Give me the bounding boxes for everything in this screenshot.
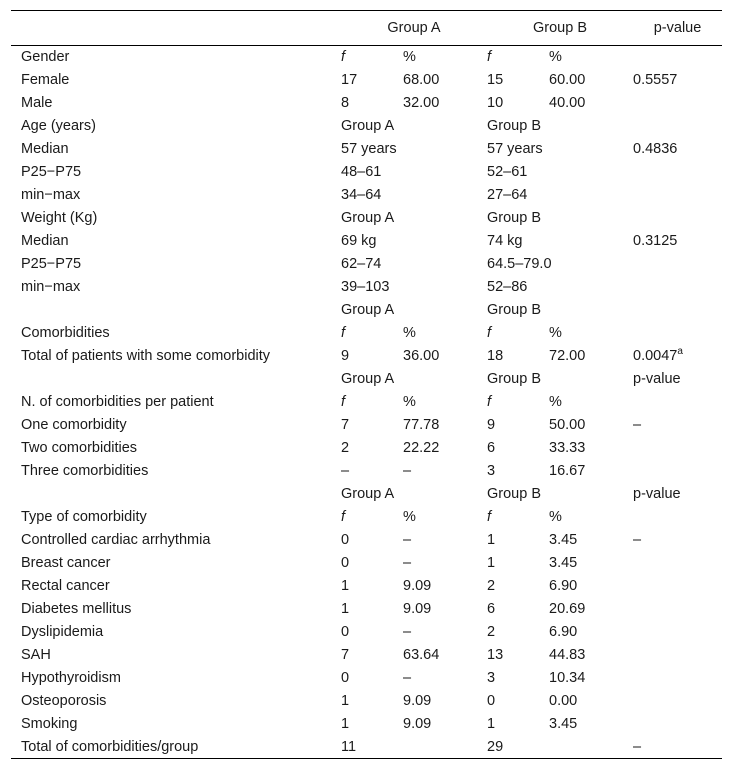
table-cell: – xyxy=(403,555,412,571)
table-cell: 52–61 xyxy=(487,164,528,180)
table-cell: Age (years) xyxy=(21,118,96,134)
table-cell xyxy=(549,253,633,276)
table-cell: 34–64 xyxy=(341,187,382,203)
table-cell: – xyxy=(341,463,350,479)
table-row xyxy=(11,253,722,276)
table-row xyxy=(11,713,722,736)
table-cell: Group B xyxy=(487,210,542,226)
table-cell: % xyxy=(403,509,416,525)
table-cell xyxy=(633,299,722,322)
table-row xyxy=(11,667,722,690)
table-cell: 1 xyxy=(487,555,496,571)
table-cell: 77.78 xyxy=(403,417,440,433)
table-cell: 68.00 xyxy=(403,72,440,88)
table-row xyxy=(11,230,722,253)
table-cell xyxy=(633,184,722,207)
table-cell: 9.09 xyxy=(403,693,432,709)
table-row xyxy=(11,575,722,598)
table-cell: 1 xyxy=(341,716,350,732)
table-row xyxy=(11,460,722,483)
table-cell: 2 xyxy=(487,624,496,640)
table-cell xyxy=(633,46,722,69)
table-cell: 1 xyxy=(341,693,350,709)
table-cell: 27–64 xyxy=(487,187,528,203)
table-cell xyxy=(11,299,341,322)
table-cell: 20.69 xyxy=(549,601,586,617)
table-cell xyxy=(549,207,633,230)
table-cell: % xyxy=(549,325,562,341)
table-cell: 3.45 xyxy=(549,716,578,732)
table-cell: P25−P75 xyxy=(21,164,82,180)
table-row xyxy=(11,276,722,299)
table-row xyxy=(11,138,722,161)
table-cell: Hypothyroidism xyxy=(21,670,121,686)
table-cell xyxy=(633,460,722,483)
table-cell: f xyxy=(341,394,346,410)
table-cell: 74 kg xyxy=(487,233,523,249)
table-row xyxy=(11,506,722,529)
table-cell: % xyxy=(549,49,562,66)
table-cell xyxy=(403,138,487,161)
table-cell: 0.0047$^a$ xyxy=(633,346,683,364)
table-cell xyxy=(549,115,633,138)
table-row xyxy=(11,552,722,575)
table-cell: 48–61 xyxy=(341,164,382,180)
data-table xyxy=(11,10,722,759)
table-cell: % xyxy=(549,394,562,410)
table-cell xyxy=(549,276,633,299)
table-cell: 2 xyxy=(487,578,496,594)
table-cell: 0 xyxy=(341,670,350,686)
table-cell: Female xyxy=(21,72,70,88)
table-cell: 0.4836 xyxy=(633,141,678,157)
table-cell xyxy=(403,115,487,138)
table-cell: Group B xyxy=(487,302,542,318)
table-cell: Diabetes mellitus xyxy=(21,601,132,617)
table-row xyxy=(11,690,722,713)
table-cell xyxy=(633,207,722,230)
table-row xyxy=(11,92,722,115)
table-cell xyxy=(633,690,722,713)
table-cell: Total of comorbidities/group xyxy=(21,738,199,755)
table-cell: 39–103 xyxy=(341,279,390,295)
table-cell: Median xyxy=(21,233,69,249)
table-cell xyxy=(633,621,722,644)
table-cell: p-value xyxy=(633,486,681,502)
table-header xyxy=(11,11,722,46)
header-group-b: Group B xyxy=(533,20,588,36)
table-cell xyxy=(403,207,487,230)
table-cell: 62–74 xyxy=(341,256,382,272)
table-cell: Osteoporosis xyxy=(21,693,107,709)
table-cell: 9.09 xyxy=(403,716,432,732)
table-cell: 13 xyxy=(487,647,504,663)
table-cell: 3.45 xyxy=(549,555,578,571)
table-cell xyxy=(11,368,341,391)
table-body xyxy=(11,46,722,759)
table-cell: 9.09 xyxy=(403,601,432,617)
table-cell: 0.3125 xyxy=(633,233,678,249)
table-cell: 3.45 xyxy=(549,532,578,548)
table-cell: Rectal cancer xyxy=(21,578,110,594)
table-row xyxy=(11,529,722,552)
table-cell: 22.22 xyxy=(403,440,440,456)
table-cell: 11 xyxy=(341,738,357,755)
table-row xyxy=(11,299,722,322)
table-cell xyxy=(403,276,487,299)
table-cell: 9 xyxy=(341,348,350,364)
table-cell: Group A xyxy=(341,118,395,134)
table-cell: 0.00 xyxy=(549,693,578,709)
table-cell: 7 xyxy=(341,417,350,433)
table-cell: 29 xyxy=(487,738,504,755)
table-cell xyxy=(403,253,487,276)
table-cell: % xyxy=(549,509,562,525)
table-cell: f xyxy=(487,49,492,66)
table-cell: 15 xyxy=(487,72,504,88)
table-cell xyxy=(403,736,487,759)
table-cell: N. of comorbidities per patient xyxy=(21,394,214,410)
table-cell: Controlled cardiac arrhythmia xyxy=(21,532,211,548)
table-cell xyxy=(549,736,633,759)
table-cell: 63.64 xyxy=(403,647,440,663)
table-cell: Gender xyxy=(21,49,70,66)
table-cell: Group A xyxy=(341,371,395,387)
table-cell: f xyxy=(487,509,492,525)
table-cell: 44.83 xyxy=(549,647,586,663)
table-cell: Three comorbidities xyxy=(21,463,149,479)
table-cell: 1 xyxy=(341,578,350,594)
header-p-value: p-value xyxy=(653,20,702,36)
table-cell xyxy=(549,299,633,322)
table-cell: 0 xyxy=(341,624,350,640)
table-cell: Dyslipidemia xyxy=(21,624,104,640)
table-cell xyxy=(403,230,487,253)
table-cell: 0 xyxy=(341,532,350,548)
table-cell xyxy=(549,483,633,506)
table-cell xyxy=(633,276,722,299)
table-cell: 72.00 xyxy=(549,348,586,364)
table-cell xyxy=(549,138,633,161)
table-cell xyxy=(633,437,722,460)
table-cell xyxy=(633,713,722,736)
table-row xyxy=(11,161,722,184)
table-row xyxy=(11,46,722,69)
table-cell xyxy=(403,483,487,506)
table-cell: 0 xyxy=(341,555,350,571)
table-cell: 10 xyxy=(487,95,504,111)
table-cell xyxy=(633,667,722,690)
table-cell: 40.00 xyxy=(549,95,586,111)
table-cell: p-value xyxy=(633,371,681,387)
table-cell: 6 xyxy=(487,440,496,456)
table-row xyxy=(11,644,722,667)
table-cell: f xyxy=(487,325,492,341)
table-row xyxy=(11,184,722,207)
table-container xyxy=(11,10,722,759)
table-cell: 64.5–79.0 xyxy=(487,256,552,272)
table-cell: P25−P75 xyxy=(21,256,82,272)
table-cell xyxy=(633,552,722,575)
table-cell: f xyxy=(341,49,346,66)
table-cell: 6.90 xyxy=(549,624,578,640)
table-cell: f xyxy=(487,394,492,410)
table-cell: % xyxy=(403,49,416,66)
table-row xyxy=(11,736,722,759)
table-cell xyxy=(403,299,487,322)
table-cell: 16.67 xyxy=(549,463,586,479)
table-cell: One comorbidity xyxy=(21,417,127,433)
table-cell: Breast cancer xyxy=(21,555,111,571)
table-row xyxy=(11,391,722,414)
table-cell: 33.33 xyxy=(549,440,586,456)
table-row xyxy=(11,69,722,92)
table-cell: Median xyxy=(21,141,69,157)
table-cell: 0 xyxy=(487,693,496,709)
table-row xyxy=(11,414,722,437)
table-cell: 52–86 xyxy=(487,279,528,295)
table-cell: 2 xyxy=(341,440,350,456)
table-cell xyxy=(549,230,633,253)
table-cell: 17 xyxy=(341,72,358,88)
table-cell xyxy=(633,644,722,667)
table-cell: 60.00 xyxy=(549,72,586,88)
table-cell: Type of comorbidity xyxy=(21,509,147,525)
table-cell: Group A xyxy=(341,486,395,502)
footnote-marker: a xyxy=(677,346,683,357)
table-cell: 3 xyxy=(487,670,496,686)
table-cell xyxy=(633,598,722,621)
table-cell xyxy=(633,391,722,414)
table-cell: – xyxy=(403,624,412,640)
table-row xyxy=(11,368,722,391)
table-cell: 7 xyxy=(341,647,350,663)
table-cell xyxy=(633,161,722,184)
table-cell: f xyxy=(341,509,346,525)
table-cell xyxy=(633,575,722,598)
table-cell: Group B xyxy=(487,371,542,387)
table-cell: Group B xyxy=(487,486,542,502)
table-row xyxy=(11,437,722,460)
table-cell: Weight (Kg) xyxy=(21,210,98,226)
table-cell: 0.5557 xyxy=(633,72,678,88)
table-cell: 6.90 xyxy=(549,578,578,594)
header-empty xyxy=(11,11,341,46)
table-cell: – xyxy=(633,738,642,755)
table-cell: 57 years xyxy=(487,141,543,157)
table-cell: – xyxy=(633,532,642,548)
table-cell xyxy=(403,184,487,207)
table-cell: Comorbidities xyxy=(21,325,110,341)
table-cell: 18 xyxy=(487,348,504,364)
table-cell: 10.34 xyxy=(549,670,586,686)
table-cell: 57 years xyxy=(341,141,397,157)
table-cell xyxy=(549,368,633,391)
table-cell: Group B xyxy=(487,118,542,134)
table-cell: Group A xyxy=(341,302,395,318)
table-row xyxy=(11,345,722,368)
table-cell: Group A xyxy=(341,210,395,226)
table-cell: SAH xyxy=(21,647,51,663)
table-cell xyxy=(633,322,722,345)
table-cell: 9.09 xyxy=(403,578,432,594)
table-cell xyxy=(403,161,487,184)
table-cell: min−max xyxy=(21,279,81,295)
table-cell: 1 xyxy=(341,601,350,617)
table-cell: Smoking xyxy=(21,716,78,732)
table-cell xyxy=(403,368,487,391)
table-cell xyxy=(549,161,633,184)
table-cell: f xyxy=(341,325,346,341)
table-row xyxy=(11,322,722,345)
table-cell: 69 kg xyxy=(341,233,377,249)
table-cell: % xyxy=(403,325,416,341)
table-cell: 1 xyxy=(487,716,496,732)
table-cell: 3 xyxy=(487,463,496,479)
table-cell: 1 xyxy=(487,532,496,548)
table-cell xyxy=(633,92,722,115)
table-cell: 32.00 xyxy=(403,95,440,111)
table-cell: 9 xyxy=(487,417,496,433)
table-row xyxy=(11,483,722,506)
table-cell: % xyxy=(403,394,416,410)
table-cell: Male xyxy=(21,95,53,111)
table-cell: – xyxy=(403,670,412,686)
table-cell: – xyxy=(403,532,412,548)
table-cell xyxy=(633,506,722,529)
table-row xyxy=(11,207,722,230)
table-row xyxy=(11,598,722,621)
table-cell: Total of patients with some comorbidity xyxy=(21,348,271,364)
table-cell: min−max xyxy=(21,187,81,203)
table-row xyxy=(11,115,722,138)
table-cell: 8 xyxy=(341,95,350,111)
table-cell xyxy=(549,184,633,207)
header-group-a: Group A xyxy=(387,20,441,36)
table-cell: – xyxy=(403,463,412,479)
table-cell: 6 xyxy=(487,601,496,617)
table-cell xyxy=(633,115,722,138)
table-cell: Two comorbidities xyxy=(21,440,138,456)
table-row xyxy=(11,621,722,644)
table-cell xyxy=(11,483,341,506)
table-cell: – xyxy=(633,417,642,433)
table-cell: 36.00 xyxy=(403,348,440,364)
table-cell xyxy=(633,253,722,276)
header-row xyxy=(11,11,722,46)
table-cell: 50.00 xyxy=(549,417,586,433)
